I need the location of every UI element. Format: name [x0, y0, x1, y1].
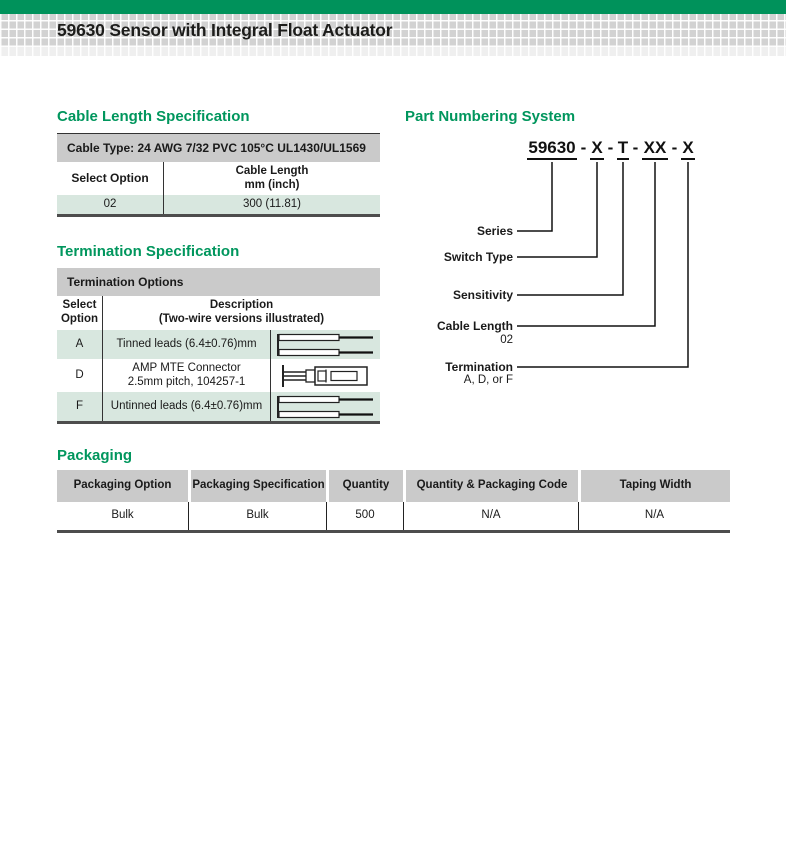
col-header-description: Description (Two-wire versions illustrated): [102, 296, 380, 330]
col-header-quantity: Quantity: [326, 470, 403, 502]
cable-table-row: [57, 195, 380, 214]
termination-row-d: [57, 359, 380, 392]
cable-option-value: 02: [103, 197, 117, 210]
col-header-select-option: Select Option: [60, 299, 99, 325]
termination-row-a: [57, 330, 380, 359]
packaging-header-row: [57, 470, 730, 502]
col-header-cable-length: Cable Length mm (inch): [163, 162, 380, 195]
option-description: Untinned leads (6.4±0.76)mm: [102, 392, 270, 421]
part-number-series-segment: 59630: [527, 138, 577, 160]
option-description: Tinned leads (6.4±0.76)mm: [102, 330, 270, 359]
option-letter: A: [75, 337, 84, 350]
callout-series: Series: [476, 224, 513, 238]
packaging-data-row: [57, 502, 730, 530]
callout-termination: Termination: [445, 360, 513, 374]
part-number-cable-length-segment: XX: [642, 138, 668, 160]
packaging-option-value: Bulk: [111, 509, 134, 522]
callout-cable-length: Cable Length: [436, 319, 513, 333]
col-header-packaging-specification: Packaging Specification: [188, 470, 326, 502]
part-number-sensitivity-segment: T: [617, 138, 629, 160]
cable-length-value: 300 (11.81): [163, 195, 380, 214]
cable-table-header-row: [57, 162, 380, 195]
termination-row-f: [57, 392, 380, 421]
tinned-leads-illustration: [270, 330, 380, 359]
callout-termination-values: A, D, or F: [463, 374, 513, 386]
part-number: 59630 - X - T - XX - X: [527, 138, 695, 160]
cable-length-heading: Cable Length Specification: [57, 108, 250, 125]
callout-sensitivity: Sensitivity: [452, 288, 513, 302]
taping-width-value: N/A: [578, 502, 730, 530]
part-number-callout-lines: [400, 160, 720, 390]
untinned-leads-illustration: [270, 392, 380, 421]
title-band-pattern-faint: [0, 47, 786, 56]
amp-mte-connector-illustration: [270, 359, 380, 392]
callout-switch-type: Switch Type: [443, 250, 513, 264]
part-number-switch-type-segment: X: [590, 138, 604, 160]
part-number-termination-segment: X: [681, 138, 695, 160]
packaging-table: [57, 470, 730, 533]
brand-green-bar: [0, 0, 786, 14]
termination-heading: Termination Specification: [57, 243, 240, 260]
option-letter: D: [75, 368, 84, 381]
termination-options-titlebar: Termination Options: [57, 268, 380, 296]
option-letter: F: [75, 399, 84, 412]
table-bottom-border: [57, 214, 380, 217]
option-description: AMP MTE Connector 2.5mm pitch, 104257-1: [102, 359, 270, 392]
page-title: 59630 Sensor with Integral Float Actuator: [57, 20, 393, 40]
table-bottom-border: [57, 421, 380, 424]
termination-table: [57, 268, 380, 424]
packaging-specification-value: Bulk: [188, 502, 326, 530]
cable-type-titlebar: Cable Type: 24 AWG 7/32 PVC 105°C UL1430/UL1569: [57, 133, 380, 162]
callout-cable-length-value: 02: [500, 334, 513, 346]
part-numbering-heading: Part Numbering System: [405, 108, 576, 125]
packaging-heading: Packaging: [57, 447, 133, 464]
quantity-value: 500: [326, 502, 403, 530]
col-header-select-option: Select Option: [71, 171, 149, 186]
col-header-quantity-packaging-code: Quantity & Packaging Code: [403, 470, 578, 502]
quantity-packaging-code-value: N/A: [403, 502, 578, 530]
col-header-packaging-option: Packaging Option: [57, 470, 188, 502]
table-bottom-border: [57, 530, 730, 533]
cable-length-table: [57, 133, 380, 217]
termination-header-row: [57, 296, 380, 330]
col-header-taping-width: Taping Width: [578, 470, 730, 502]
